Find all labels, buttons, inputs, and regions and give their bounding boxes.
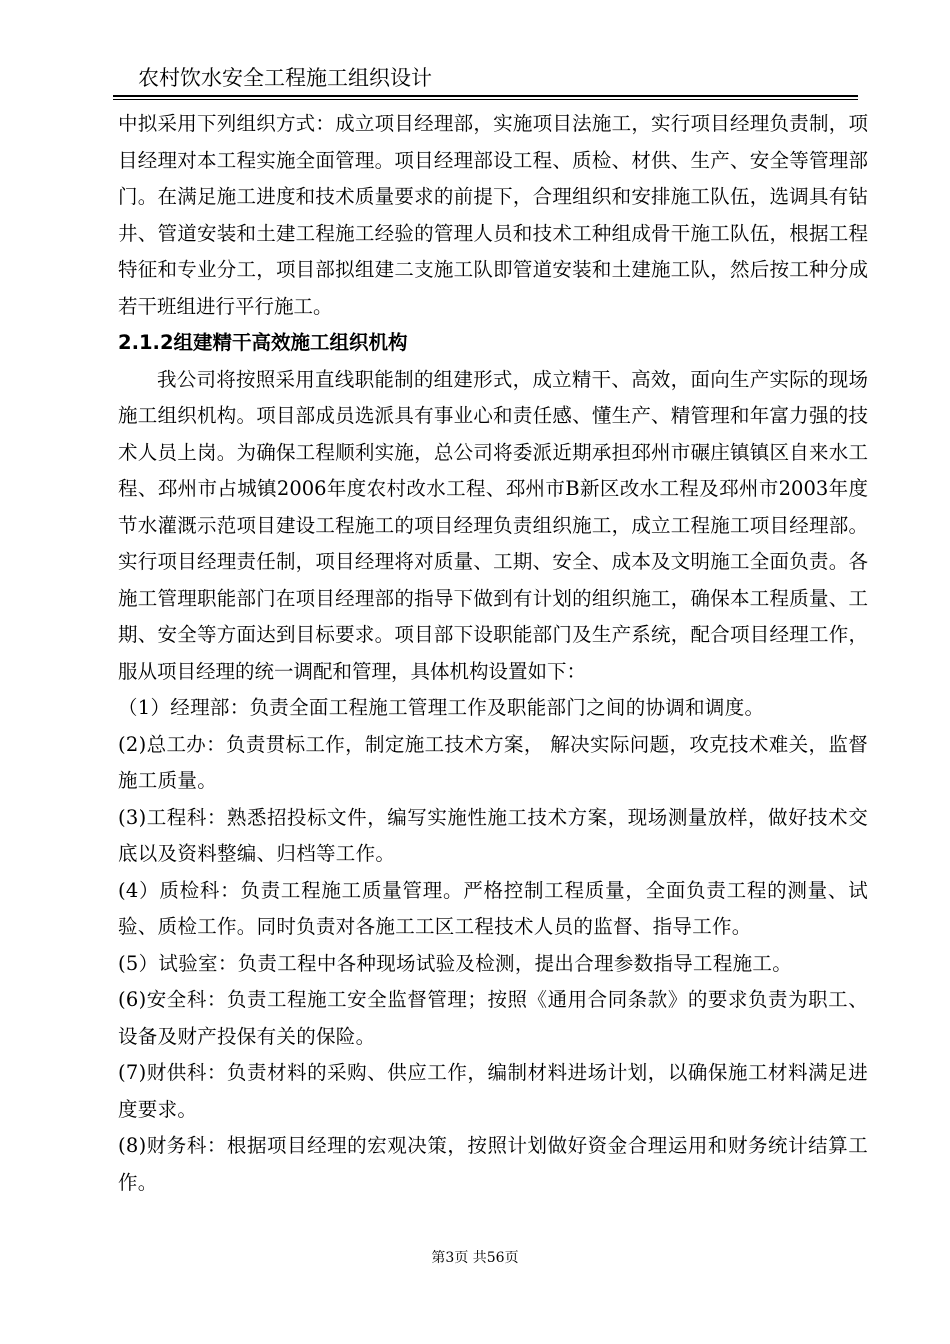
page-header-title: 农村饮水安全工程施工组织设计 bbox=[138, 66, 432, 90]
document-body bbox=[118, 106, 868, 1201]
list-item: (8)财务科：根据项目经理的宏观决策，按照计划做好资金合理运用和财务统计结算工作。 bbox=[118, 1134, 868, 1194]
section-heading: 2.1.2组建精干高效施工组织机构 bbox=[118, 331, 408, 354]
list-item: (6)安全科：负责工程施工安全监督管理；按照《通用合同条款》的要求负责为职工、设备及财产投保有关的保险。 bbox=[118, 988, 868, 1048]
paragraph-structure: 我公司将按照采用直线职能制的组建形式，成立精干、高效，面向生产实际的现场施工组织机构。项目部成员选派具有事业心和责任感、懂生产、精管理和年富力强的技术人员上岗。为确保工程顺利实施，总公司将委派近期承担邳州市碾庄镇镇区自来水工程、邳州市占城镇2006年度农村改水工程、邳州市B新区改水工程及邳州市2003年度节水灌溉示范项目建设工程施工的项目经理负责组织施工，成立工程施工项目经理部。实行项目经理责任制，项目经理将对质量、工期、安全、成本及文明施工全面负责。各施工管理职能部门在项目经理部的指导下做到有计划的组织施工，确保本工程质量、工期、安全等方面达到目标要求。项目部下设职能部门及生产系统，配合项目经理工作，服从项目经理的统一调配和管理，具体机构设置如下： bbox=[118, 367, 868, 683]
list-item: （1）经理部：负责全面工程施工管理工作及职能部门之间的协调和调度。 bbox=[118, 696, 765, 719]
list-item: (2)总工办：负责贯标工作，制定施工技术方案， 解决实际问题，攻克技术难关，监督施工质量。 bbox=[118, 732, 868, 792]
list-item: (4）质检科：负责工程施工质量管理。严格控制工程质量，全面负责工程的测量、试验、质检工作。同时负责对各施工工区工程技术人员的监督、指导工作。 bbox=[118, 878, 868, 938]
header-rule bbox=[113, 95, 858, 100]
list-item: (3)工程科：熟悉招投标文件，编写实施性施工技术方案，现场测量放样，做好技术交底以及资料整编、归档等工作。 bbox=[118, 805, 868, 865]
page-number: 第3页 共56页 bbox=[431, 1250, 519, 1266]
list-item: (5）试验室：负责工程中各种现场试验及检测，提出合理参数指导工程施工。 bbox=[118, 951, 793, 975]
list-item: (7)财供科：负责材料的采购、供应工作，编制材料进场计划，以确保施工材料满足进度要求。 bbox=[118, 1061, 868, 1121]
paragraph-organization: 中拟采用下列组织方式：成立项目经理部，实施项目法施工，实行项目经理负责制，项目经理对本工程实施全面管理。项目经理部设工程、质检、材供、生产、安全等管理部门。在满足施工进度和技术质量要求的前提下，合理组织和安排施工队伍，选调具有钻井、管道安装和土建工程施工经验的管理人员和技术工种组成骨干施工队伍，根据工程特征和专业分工，项目部拟组建二支施工队即管道安装和土建施工队，然后按工种分成若干班组进行平行施工。 bbox=[118, 112, 868, 318]
